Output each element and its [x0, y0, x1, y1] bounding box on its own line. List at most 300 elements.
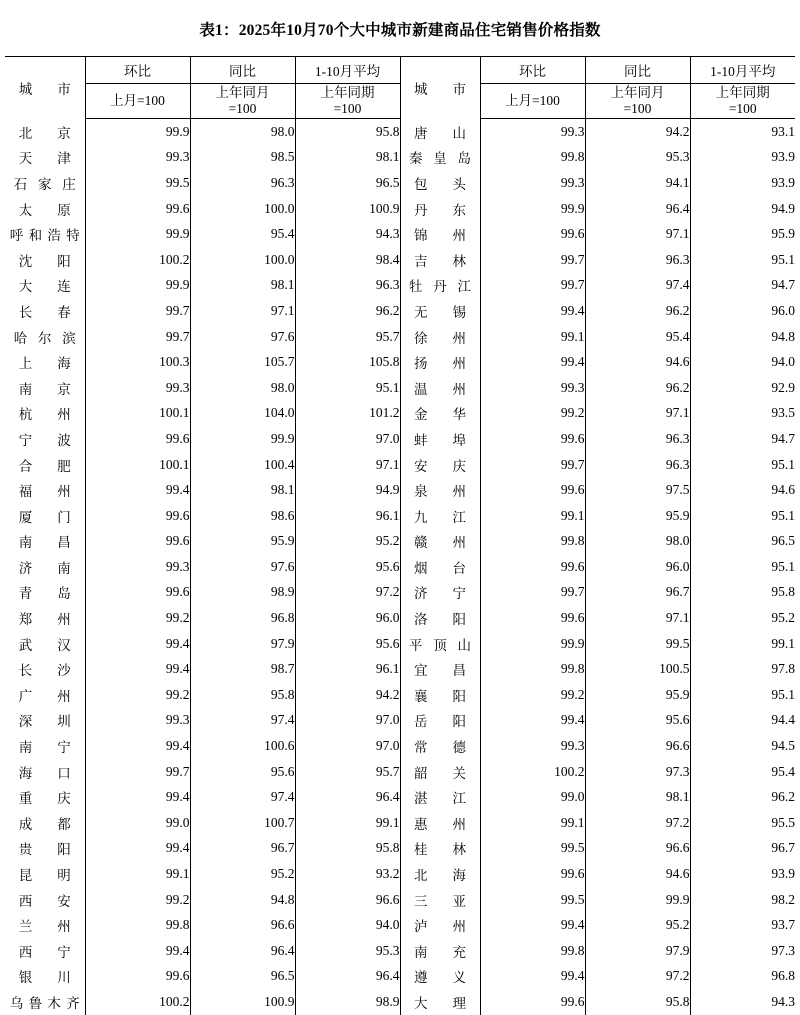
city-name-right: 襄阳 — [400, 682, 480, 708]
city-name-left: 宁波 — [5, 426, 85, 452]
city-name-left: 长春 — [5, 298, 85, 324]
city-name-right: 赣州 — [400, 529, 480, 555]
value-avg-left: 95.1 — [295, 375, 400, 401]
value-mom-right: 99.3 — [480, 170, 585, 196]
header-sub-mom-left: 上月=100 — [85, 84, 190, 119]
value-mom-left: 99.7 — [85, 759, 190, 785]
table-header-row-groups — [5, 57, 795, 84]
city-name-right: 岳阳 — [400, 708, 480, 734]
value-yoy-left: 105.7 — [190, 349, 295, 375]
value-avg-right: 95.1 — [690, 247, 795, 273]
city-name-right: 九江 — [400, 503, 480, 529]
city-name-left: 深圳 — [5, 708, 85, 734]
value-avg-left: 95.7 — [295, 759, 400, 785]
value-yoy-left: 98.7 — [190, 656, 295, 682]
value-yoy-left: 96.7 — [190, 836, 295, 862]
table-row — [5, 810, 795, 836]
value-yoy-left: 97.1 — [190, 298, 295, 324]
value-mom-left: 99.4 — [85, 656, 190, 682]
table-row — [5, 656, 795, 682]
value-mom-left: 99.3 — [85, 708, 190, 734]
value-mom-left: 99.3 — [85, 145, 190, 171]
value-avg-left: 96.3 — [295, 273, 400, 299]
city-name-right: 南充 — [400, 938, 480, 964]
value-yoy-right: 96.6 — [585, 733, 690, 759]
table-row — [5, 580, 795, 606]
value-yoy-right: 96.7 — [585, 580, 690, 606]
city-name-left: 武汉 — [5, 631, 85, 657]
city-name-left: 石家庄 — [5, 170, 85, 196]
value-yoy-right: 96.3 — [585, 426, 690, 452]
value-avg-left: 105.8 — [295, 349, 400, 375]
value-mom-left: 99.6 — [85, 503, 190, 529]
value-mom-left: 99.3 — [85, 375, 190, 401]
value-yoy-right: 97.4 — [585, 273, 690, 299]
table-row — [5, 605, 795, 631]
value-mom-left: 100.2 — [85, 247, 190, 273]
header-group-avg-right: 1-10月平均 — [690, 57, 795, 84]
city-name-right: 无锡 — [400, 298, 480, 324]
value-avg-right: 94.3 — [690, 989, 795, 1015]
city-name-right: 惠州 — [400, 810, 480, 836]
value-mom-right: 99.8 — [480, 938, 585, 964]
value-mom-left: 99.6 — [85, 964, 190, 990]
value-mom-left: 100.3 — [85, 349, 190, 375]
value-avg-left: 95.6 — [295, 554, 400, 580]
value-mom-right: 99.4 — [480, 708, 585, 734]
value-yoy-right: 99.9 — [585, 887, 690, 913]
table-row — [5, 912, 795, 938]
value-mom-right: 99.4 — [480, 349, 585, 375]
value-avg-right: 94.6 — [690, 477, 795, 503]
city-name-left: 乌鲁木齐 — [5, 989, 85, 1015]
value-yoy-left: 98.9 — [190, 580, 295, 606]
value-avg-right: 95.8 — [690, 580, 795, 606]
value-avg-left: 98.1 — [295, 145, 400, 171]
value-yoy-right: 95.2 — [585, 912, 690, 938]
city-name-right: 平顶山 — [400, 631, 480, 657]
value-yoy-left: 96.6 — [190, 912, 295, 938]
table-row — [5, 324, 795, 350]
value-avg-left: 97.2 — [295, 580, 400, 606]
value-avg-left: 93.2 — [295, 861, 400, 887]
header-group-avg-left: 1-10月平均 — [295, 57, 400, 84]
city-name-right: 丹东 — [400, 196, 480, 222]
value-mom-right: 99.6 — [480, 605, 585, 631]
table-row — [5, 221, 795, 247]
value-avg-left: 97.0 — [295, 708, 400, 734]
value-avg-right: 95.5 — [690, 810, 795, 836]
value-yoy-left: 97.4 — [190, 708, 295, 734]
table-row — [5, 119, 795, 145]
value-avg-left: 97.0 — [295, 426, 400, 452]
city-name-left: 南京 — [5, 375, 85, 401]
value-avg-left: 94.3 — [295, 221, 400, 247]
city-name-right: 扬州 — [400, 349, 480, 375]
value-yoy-right: 95.8 — [585, 989, 690, 1015]
table-row — [5, 733, 795, 759]
value-avg-right: 95.1 — [690, 452, 795, 478]
value-mom-right: 99.3 — [480, 733, 585, 759]
value-yoy-right: 98.0 — [585, 529, 690, 555]
city-name-right: 湛江 — [400, 784, 480, 810]
value-avg-left: 97.0 — [295, 733, 400, 759]
city-name-right: 金华 — [400, 401, 480, 427]
value-avg-left: 96.4 — [295, 784, 400, 810]
value-mom-right: 99.6 — [480, 477, 585, 503]
value-avg-right: 94.5 — [690, 733, 795, 759]
city-name-right: 洛阳 — [400, 605, 480, 631]
value-mom-right: 99.2 — [480, 682, 585, 708]
table-row — [5, 477, 795, 503]
value-avg-left: 95.3 — [295, 938, 400, 964]
value-yoy-left: 98.5 — [190, 145, 295, 171]
value-yoy-left: 98.0 — [190, 375, 295, 401]
value-avg-right: 96.5 — [690, 529, 795, 555]
value-avg-right: 93.9 — [690, 170, 795, 196]
value-mom-left: 99.6 — [85, 529, 190, 555]
value-mom-left: 99.4 — [85, 938, 190, 964]
value-avg-left: 96.2 — [295, 298, 400, 324]
value-mom-right: 99.4 — [480, 964, 585, 990]
city-name-left: 福州 — [5, 477, 85, 503]
table-row — [5, 887, 795, 913]
value-avg-right: 95.4 — [690, 759, 795, 785]
city-name-right: 蚌埠 — [400, 426, 480, 452]
city-name-left: 呼和浩特 — [5, 221, 85, 247]
value-avg-right: 94.7 — [690, 273, 795, 299]
table-row — [5, 682, 795, 708]
value-mom-left: 99.6 — [85, 426, 190, 452]
value-yoy-left: 95.9 — [190, 529, 295, 555]
table-row — [5, 784, 795, 810]
value-avg-left: 95.8 — [295, 119, 400, 145]
value-yoy-left: 95.4 — [190, 221, 295, 247]
table-row — [5, 401, 795, 427]
value-avg-left: 101.2 — [295, 401, 400, 427]
value-avg-right: 96.0 — [690, 298, 795, 324]
value-avg-left: 97.1 — [295, 452, 400, 478]
value-yoy-right: 94.6 — [585, 861, 690, 887]
value-mom-left: 99.4 — [85, 733, 190, 759]
value-avg-left: 94.0 — [295, 912, 400, 938]
value-mom-left: 99.4 — [85, 477, 190, 503]
city-name-left: 济南 — [5, 554, 85, 580]
value-mom-right: 99.7 — [480, 452, 585, 478]
value-avg-left: 95.8 — [295, 836, 400, 862]
city-name-right: 北海 — [400, 861, 480, 887]
value-yoy-right: 97.5 — [585, 477, 690, 503]
city-name-left: 西宁 — [5, 938, 85, 964]
city-name-right: 泉州 — [400, 477, 480, 503]
table-row — [5, 375, 795, 401]
value-yoy-left: 95.6 — [190, 759, 295, 785]
table-row — [5, 708, 795, 734]
value-yoy-left: 100.0 — [190, 196, 295, 222]
header-sub-mom-right: 上月=100 — [480, 84, 585, 119]
value-yoy-right: 97.2 — [585, 810, 690, 836]
value-avg-left: 100.9 — [295, 196, 400, 222]
price-index-table — [5, 56, 795, 1015]
value-mom-right: 99.1 — [480, 810, 585, 836]
value-avg-left: 95.7 — [295, 324, 400, 350]
value-yoy-right: 97.9 — [585, 938, 690, 964]
value-yoy-right: 96.2 — [585, 375, 690, 401]
table-row — [5, 452, 795, 478]
value-yoy-left: 97.6 — [190, 324, 295, 350]
value-avg-right: 93.7 — [690, 912, 795, 938]
header-city-right: 城市 — [400, 57, 480, 119]
value-yoy-left: 104.0 — [190, 401, 295, 427]
value-avg-right: 95.2 — [690, 605, 795, 631]
value-yoy-left: 100.4 — [190, 452, 295, 478]
table-row — [5, 631, 795, 657]
value-mom-left: 99.7 — [85, 324, 190, 350]
value-mom-right: 99.4 — [480, 298, 585, 324]
city-name-left: 南昌 — [5, 529, 85, 555]
value-mom-left: 99.5 — [85, 170, 190, 196]
value-yoy-right: 96.3 — [585, 452, 690, 478]
value-mom-right: 99.6 — [480, 554, 585, 580]
header-sub-avg-left: 上年同期 =100 — [295, 84, 400, 119]
city-name-left: 大连 — [5, 273, 85, 299]
value-avg-left: 94.9 — [295, 477, 400, 503]
value-avg-left: 94.2 — [295, 682, 400, 708]
value-yoy-right: 98.1 — [585, 784, 690, 810]
value-yoy-right: 96.6 — [585, 836, 690, 862]
value-yoy-left: 100.7 — [190, 810, 295, 836]
city-name-left: 成都 — [5, 810, 85, 836]
city-name-right: 徐州 — [400, 324, 480, 350]
value-avg-left: 96.1 — [295, 503, 400, 529]
value-yoy-right: 97.1 — [585, 605, 690, 631]
value-mom-right: 99.0 — [480, 784, 585, 810]
value-mom-left: 99.0 — [85, 810, 190, 836]
value-yoy-right: 96.4 — [585, 196, 690, 222]
city-name-left: 北京 — [5, 119, 85, 145]
city-name-right: 常德 — [400, 733, 480, 759]
value-mom-left: 99.4 — [85, 784, 190, 810]
value-yoy-left: 97.4 — [190, 784, 295, 810]
value-mom-right: 99.9 — [480, 196, 585, 222]
city-name-right: 温州 — [400, 375, 480, 401]
city-name-left: 上海 — [5, 349, 85, 375]
value-avg-right: 94.4 — [690, 708, 795, 734]
value-yoy-right: 97.3 — [585, 759, 690, 785]
city-name-left: 广州 — [5, 682, 85, 708]
header-group-yoy-right: 同比 — [585, 57, 690, 84]
value-yoy-left: 98.6 — [190, 503, 295, 529]
value-avg-left: 96.0 — [295, 605, 400, 631]
city-name-left: 哈尔滨 — [5, 324, 85, 350]
value-yoy-right: 95.9 — [585, 503, 690, 529]
value-avg-right: 94.9 — [690, 196, 795, 222]
value-avg-right: 93.9 — [690, 861, 795, 887]
value-mom-right: 99.8 — [480, 656, 585, 682]
city-name-right: 济宁 — [400, 580, 480, 606]
value-yoy-left: 100.0 — [190, 247, 295, 273]
city-name-right: 秦皇岛 — [400, 145, 480, 171]
value-yoy-left: 95.8 — [190, 682, 295, 708]
value-mom-right: 99.9 — [480, 631, 585, 657]
table-row — [5, 247, 795, 273]
value-mom-right: 99.4 — [480, 912, 585, 938]
value-mom-left: 99.6 — [85, 196, 190, 222]
city-name-left: 太原 — [5, 196, 85, 222]
city-name-left: 重庆 — [5, 784, 85, 810]
value-yoy-left: 98.1 — [190, 477, 295, 503]
value-avg-right: 96.8 — [690, 964, 795, 990]
city-name-right: 烟台 — [400, 554, 480, 580]
value-yoy-left: 96.5 — [190, 964, 295, 990]
value-mom-right: 99.6 — [480, 426, 585, 452]
header-city-left: 城市 — [5, 57, 85, 119]
city-name-right: 宜昌 — [400, 656, 480, 682]
table-row — [5, 759, 795, 785]
value-mom-right: 99.6 — [480, 221, 585, 247]
value-yoy-right: 100.5 — [585, 656, 690, 682]
value-mom-left: 99.3 — [85, 554, 190, 580]
city-name-left: 海口 — [5, 759, 85, 785]
value-mom-left: 99.7 — [85, 298, 190, 324]
value-mom-right: 100.2 — [480, 759, 585, 785]
value-avg-left: 99.1 — [295, 810, 400, 836]
value-mom-left: 99.2 — [85, 605, 190, 631]
value-mom-left: 99.4 — [85, 836, 190, 862]
value-avg-right: 92.9 — [690, 375, 795, 401]
value-avg-left: 96.6 — [295, 887, 400, 913]
city-name-right: 大理 — [400, 989, 480, 1015]
value-avg-right: 97.8 — [690, 656, 795, 682]
city-name-left: 郑州 — [5, 605, 85, 631]
header-sub-avg-right: 上年同期 =100 — [690, 84, 795, 119]
table-row — [5, 529, 795, 555]
value-avg-left: 96.1 — [295, 656, 400, 682]
value-mom-right: 99.3 — [480, 119, 585, 145]
city-name-right: 锦州 — [400, 221, 480, 247]
value-avg-right: 94.8 — [690, 324, 795, 350]
value-avg-right: 94.7 — [690, 426, 795, 452]
table-row — [5, 964, 795, 990]
value-yoy-right: 96.2 — [585, 298, 690, 324]
table-row — [5, 554, 795, 580]
city-name-right: 韶关 — [400, 759, 480, 785]
value-yoy-left: 96.4 — [190, 938, 295, 964]
value-mom-right: 99.5 — [480, 836, 585, 862]
city-name-right: 桂林 — [400, 836, 480, 862]
header-group-yoy-left: 同比 — [190, 57, 295, 84]
city-name-left: 杭州 — [5, 401, 85, 427]
value-mom-left: 99.9 — [85, 273, 190, 299]
page-title: 表1：2025年10月70个大中城市新建商品住宅销售价格指数 — [199, 22, 601, 39]
value-avg-right: 95.1 — [690, 682, 795, 708]
value-yoy-right: 96.0 — [585, 554, 690, 580]
city-name-right: 安庆 — [400, 452, 480, 478]
value-avg-right: 97.3 — [690, 938, 795, 964]
value-yoy-left: 97.9 — [190, 631, 295, 657]
city-name-right: 牡丹江 — [400, 273, 480, 299]
table-row — [5, 861, 795, 887]
value-mom-right: 99.8 — [480, 145, 585, 171]
value-yoy-left: 95.2 — [190, 861, 295, 887]
value-avg-right: 99.1 — [690, 631, 795, 657]
value-mom-left: 99.4 — [85, 631, 190, 657]
value-mom-right: 99.7 — [480, 580, 585, 606]
value-avg-right: 94.0 — [690, 349, 795, 375]
value-mom-left: 99.2 — [85, 887, 190, 913]
value-yoy-left: 100.9 — [190, 989, 295, 1015]
value-yoy-left: 96.8 — [190, 605, 295, 631]
value-mom-right: 99.6 — [480, 989, 585, 1015]
table-row — [5, 503, 795, 529]
value-mom-left: 100.2 — [85, 989, 190, 1015]
city-name-left: 天津 — [5, 145, 85, 171]
value-yoy-right: 96.3 — [585, 247, 690, 273]
value-avg-right: 93.9 — [690, 145, 795, 171]
value-avg-left: 95.2 — [295, 529, 400, 555]
value-yoy-right: 97.2 — [585, 964, 690, 990]
value-yoy-left: 97.6 — [190, 554, 295, 580]
city-name-right: 包头 — [400, 170, 480, 196]
value-avg-right: 95.1 — [690, 503, 795, 529]
header-sub-yoy-right: 上年同月 =100 — [585, 84, 690, 119]
city-name-left: 沈阳 — [5, 247, 85, 273]
city-name-right: 三亚 — [400, 887, 480, 913]
value-avg-right: 98.2 — [690, 887, 795, 913]
city-name-right: 遵义 — [400, 964, 480, 990]
value-yoy-left: 100.6 — [190, 733, 295, 759]
table-row — [5, 170, 795, 196]
value-yoy-left: 96.3 — [190, 170, 295, 196]
value-mom-left: 99.1 — [85, 861, 190, 887]
table-row — [5, 145, 795, 171]
value-avg-right: 96.2 — [690, 784, 795, 810]
value-mom-right: 99.6 — [480, 861, 585, 887]
header-sub-yoy-left: 上年同月 =100 — [190, 84, 295, 119]
value-mom-right: 99.2 — [480, 401, 585, 427]
value-yoy-left: 98.0 — [190, 119, 295, 145]
value-mom-right: 99.5 — [480, 887, 585, 913]
value-avg-right: 93.5 — [690, 401, 795, 427]
value-avg-left: 95.6 — [295, 631, 400, 657]
city-name-left: 兰州 — [5, 912, 85, 938]
value-mom-right: 99.3 — [480, 375, 585, 401]
value-mom-left: 99.9 — [85, 119, 190, 145]
value-avg-left: 96.5 — [295, 170, 400, 196]
value-mom-left: 99.8 — [85, 912, 190, 938]
city-name-right: 泸州 — [400, 912, 480, 938]
city-name-left: 南宁 — [5, 733, 85, 759]
value-yoy-left: 99.9 — [190, 426, 295, 452]
value-mom-left: 99.6 — [85, 580, 190, 606]
value-avg-right: 93.1 — [690, 119, 795, 145]
value-yoy-right: 94.2 — [585, 119, 690, 145]
value-yoy-right: 95.9 — [585, 682, 690, 708]
value-mom-left: 100.1 — [85, 401, 190, 427]
header-group-mom-left: 环比 — [85, 57, 190, 84]
value-mom-left: 99.2 — [85, 682, 190, 708]
city-name-left: 合肥 — [5, 452, 85, 478]
city-name-left: 银川 — [5, 964, 85, 990]
table-row — [5, 836, 795, 862]
table-row — [5, 989, 795, 1015]
table-row — [5, 938, 795, 964]
value-mom-right: 99.1 — [480, 324, 585, 350]
value-yoy-right: 95.6 — [585, 708, 690, 734]
value-yoy-left: 98.1 — [190, 273, 295, 299]
header-group-mom-right: 环比 — [480, 57, 585, 84]
value-yoy-right: 97.1 — [585, 401, 690, 427]
